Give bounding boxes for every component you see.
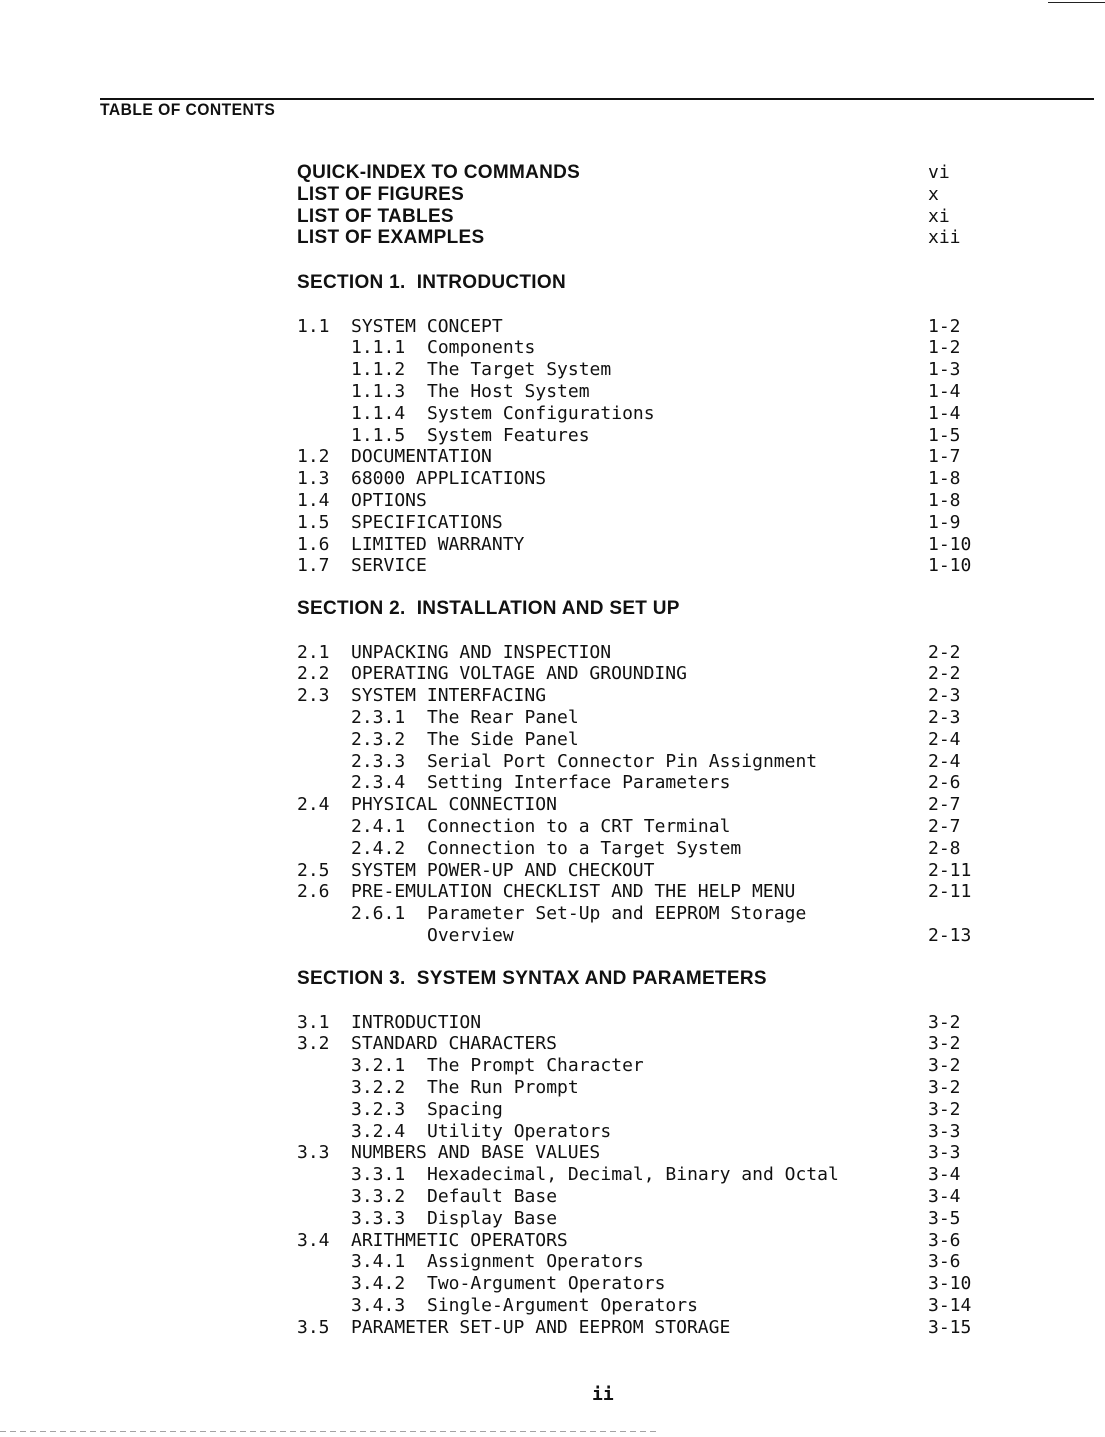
toc-entry-title: DOCUMENTATION [351,446,492,468]
toc-entry-title: 68000 APPLICATIONS [351,468,547,490]
toc-entry-title: PHYSICAL CONNECTION [351,794,557,816]
toc-subentry-title: The Target System [427,359,612,381]
toc-page-ref: xi [928,205,950,227]
toc-page-ref: 3-15 [928,1316,972,1338]
toc-subentry-number: 3.4.3 [351,1295,406,1316]
toc-page-ref: 2-8 [928,837,961,859]
toc-entry-number: 2.3 [297,685,330,707]
toc-subentry-number: 3.2.1 [351,1055,406,1077]
toc-page-ref: 3-5 [928,1207,961,1229]
toc-entry-number: 1.5 [297,511,330,533]
toc-subentry-title: The Host System [427,381,590,402]
toc-subentry-title: The Rear Panel [427,707,579,728]
toc-subentry-title: Components [427,337,536,359]
toc-subentry-title: Parameter Set-Up and EEPROM Storage [427,903,807,925]
toc-entry-number: 2.6 [297,881,330,903]
toc-page-ref: 2-13 [928,925,972,946]
toc-subentry-number: 3.2.3 [351,1098,406,1120]
toc-page-ref: 1-9 [928,511,961,533]
toc-page-ref: 2-6 [928,772,961,794]
toc-page-ref: 1-10 [928,555,972,577]
toc-entry-number: 1.6 [297,533,330,555]
toc-subentry-title: The Side Panel [427,728,579,750]
toc-subentry-number: 3.4.1 [351,1251,406,1273]
toc-page-ref: 1-3 [928,359,961,381]
toc-subentry-number: 3.4.2 [351,1273,406,1295]
toc-subentry-number: 3.2.4 [351,1120,406,1142]
toc-subentry-number: 2.4.2 [351,837,406,859]
toc-page-ref: 1-8 [928,468,961,490]
toc-entry-title: SYSTEM INTERFACING [351,685,547,707]
toc-entry-title: NUMBERS AND BASE VALUES [351,1142,601,1164]
toc-subentry-number: 2.3.4 [351,772,406,794]
toc-subentry-title: System Features [427,424,590,446]
toc-entry-number: 2.5 [297,859,330,881]
toc-entry-number: 2.2 [297,663,330,685]
toc-subentry-title: Connection to a Target System [427,837,742,859]
toc-subentry-title: Two-Argument Operators [427,1273,666,1295]
toc-entry-number: 3.1 [297,1011,330,1033]
toc-page-ref: 3-3 [928,1142,961,1164]
section-heading: SECTION 3. SYSTEM SYNTAX AND PARAMETERS [297,968,767,989]
toc-page-ref: 2-3 [928,707,961,728]
toc-page-ref: 1-4 [928,402,961,424]
toc-subentry-number: 2.6.1 [351,903,406,925]
toc-subentry-number: 3.3.3 [351,1207,406,1229]
toc-page-ref: 1-10 [928,533,972,555]
toc-page-ref: 3-2 [928,1033,961,1055]
toc-page-ref: vi [928,162,950,183]
toc-subentry-title: Spacing [427,1098,503,1120]
toc-subentry-number: 2.3.2 [351,728,406,750]
toc-subentry-number: 2.3.1 [351,707,406,728]
toc-subentry-title: Serial Port Connector Pin Assignment [427,750,818,772]
toc-page-ref: 2-2 [928,641,961,663]
toc-subentry-number: 2.3.3 [351,750,406,772]
toc-page-ref: 1-8 [928,490,961,511]
toc-entry-title: OPTIONS [351,490,427,511]
toc-page-ref: 3-4 [928,1164,961,1186]
toc-subentry-title: Single-Argument Operators [427,1295,698,1316]
toc-subentry-number: 1.1.5 [351,424,406,446]
toc-page-ref: 2-4 [928,728,961,750]
toc-page-ref: 3-14 [928,1295,972,1316]
toc-subentry-number: 1.1.4 [351,402,406,424]
toc-entry-number: 1.7 [297,555,330,577]
toc-subentry-number: 1.1.3 [351,381,406,402]
front-matter-entry: LIST OF FIGURES [297,183,465,205]
toc-subentry-number: 3.2.2 [351,1077,406,1098]
toc-entry-number: 2.4 [297,794,330,816]
section-heading: SECTION 2. INSTALLATION AND SET UP [297,598,680,619]
top-corner-rule [1048,2,1105,3]
toc-entry-number: 1.4 [297,490,330,511]
toc-entry-number: 3.3 [297,1142,330,1164]
toc-subentry-title: Setting Interface Parameters [427,772,731,794]
toc-entry-title: STANDARD CHARACTERS [351,1033,557,1055]
toc-subentry-title: Assignment Operators [427,1251,644,1273]
toc-entry-title: PRE-EMULATION CHECKLIST AND THE HELP MENU [351,881,796,903]
front-matter-entry: QUICK-INDEX TO COMMANDS [297,162,581,183]
toc-page-ref: 1-2 [928,337,961,359]
toc-subentry-number: 1.1.1 [351,337,406,359]
toc-subentry-title: Utility Operators [427,1120,612,1142]
toc-page-ref: 2-2 [928,663,961,685]
toc-page-ref: 2-3 [928,685,961,707]
toc-page-ref: 1-5 [928,424,961,446]
toc-subentry-number: 2.4.1 [351,816,406,837]
toc-page-ref: 3-4 [928,1186,961,1207]
toc-page-ref: 1-2 [928,315,961,337]
toc-subentry-title: Display Base [427,1207,558,1229]
toc-page-ref: x [928,183,939,205]
toc-page-ref: xii [928,227,961,249]
toc-entry-title: INTRODUCTION [351,1011,482,1033]
toc-page-ref: 3-2 [928,1077,961,1098]
toc-subentry-title: The Prompt Character [427,1055,644,1077]
toc-page-ref: 3-3 [928,1120,961,1142]
toc-page-ref: 3-2 [928,1011,961,1033]
toc-page-ref: 2-7 [928,794,961,816]
toc-entry-number: 3.4 [297,1229,330,1251]
toc-entry-number: 1.1 [297,315,330,337]
toc-entry-title: UNPACKING AND INSPECTION [351,641,612,663]
toc-subentry-title: System Configurations [427,402,655,424]
toc-page-ref: 2-7 [928,816,961,837]
toc-entry-title: LIMITED WARRANTY [351,533,525,555]
front-matter-entry: LIST OF EXAMPLES [297,227,485,249]
page-number: ii [592,1384,614,1405]
toc-entry-number: 2.1 [297,641,330,663]
bottom-scan-line [0,1431,660,1432]
toc-entry-title: PARAMETER SET-UP AND EEPROM STORAGE [351,1316,731,1338]
page-title: TABLE OF CONTENTS [100,100,276,119]
toc-page-ref: 3-10 [928,1273,972,1295]
toc-entry-title: OPERATING VOLTAGE AND GROUNDING [351,663,687,685]
toc-entry-number: 1.3 [297,468,330,490]
toc-entry-title: SYSTEM CONCEPT [351,315,503,337]
toc-page-ref: 1-4 [928,381,961,402]
section-heading: SECTION 1. INTRODUCTION [297,272,566,293]
front-matter-entry: LIST OF TABLES [297,205,454,227]
toc-subentry-title: Default Base [427,1186,558,1207]
toc-subentry-title: Hexadecimal, Decimal, Binary and Octal [427,1164,839,1186]
toc-entry-title: ARITHMETIC OPERATORS [351,1229,568,1251]
toc-page-ref: 2-11 [928,881,972,903]
toc-subentry-number: 1.1.2 [351,359,406,381]
toc-entry-number: 1.2 [297,446,330,468]
toc-subentry-title: Connection to a CRT Terminal [427,816,731,837]
toc-page-ref: 2-4 [928,750,961,772]
toc-page-ref: 3-2 [928,1055,961,1077]
toc-subentry-title: The Run Prompt [427,1077,579,1098]
toc-subentry-number: 3.3.2 [351,1186,406,1207]
toc-page-ref: 2-11 [928,859,972,881]
toc-entry-title: SPECIFICATIONS [351,511,503,533]
toc-entry-title: SYSTEM POWER-UP AND CHECKOUT [351,859,655,881]
toc-subentry-title: Overview [427,925,514,946]
toc-page-ref: 1-7 [928,446,961,468]
toc-page-ref: 3-6 [928,1251,961,1273]
toc-entry-number: 3.2 [297,1033,330,1055]
toc-page-ref: 3-6 [928,1229,961,1251]
toc-page-ref: 3-2 [928,1098,961,1120]
toc-entry-title: SERVICE [351,555,427,577]
toc-subentry-number: 3.3.1 [351,1164,406,1186]
toc-entry-number: 3.5 [297,1316,330,1338]
